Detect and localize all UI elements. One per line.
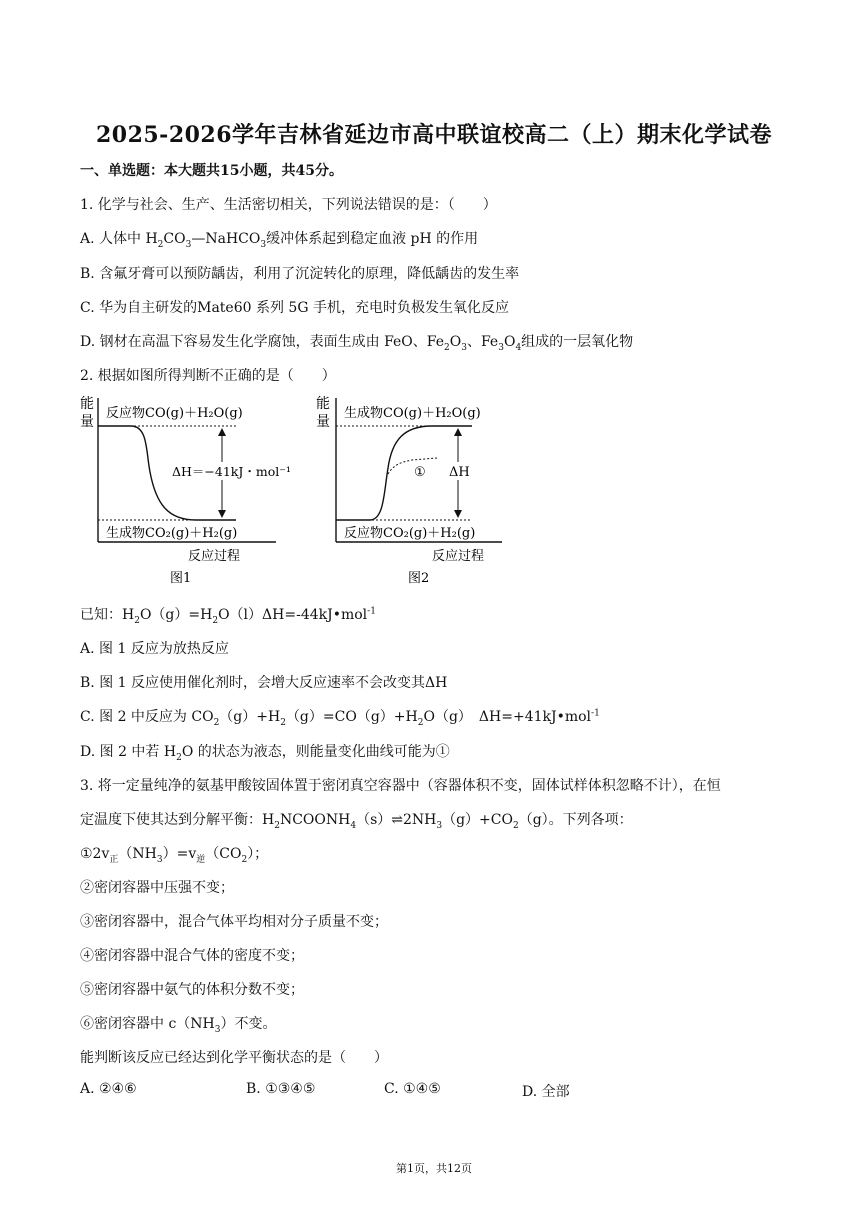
- fig2-x-label: 反应过程: [432, 549, 485, 564]
- q3-option-c[interactable]: C. ①④⑤: [384, 1081, 441, 1097]
- energy-diagram-fig2: [312, 392, 532, 592]
- fig2-bottom-label: 反应物CO₂(g)＋H₂(g): [344, 526, 476, 541]
- q2-option-d: D. 图 2 中若 $H_2O$ 的状态为液态，则能量变化曲线可能为①: [80, 744, 450, 763]
- q2-option-a: A. 图 1 反应为放热反应: [80, 641, 229, 657]
- q2-option-b: B. 图 1 反应使用催化剂时，会增大反应速率不会改变其ΔH: [80, 675, 448, 691]
- q1-option-c: C. 华为自主研发的Mate60 系列 5G 手机，充电时负极发生氧化反应: [80, 300, 509, 316]
- fig1-y-label-2: 量: [80, 414, 94, 430]
- q3-stem-line-1: 3. 将一定量纯净的氨基甲酸铵固体置于密闭真空容器中（容器体积不变，固体试样体积忽略不计），在恒: [80, 778, 721, 794]
- energy-diagram-fig1: [76, 392, 316, 592]
- q2-stem: 2. 根据如图所得判断不正确的是（ ）: [80, 368, 336, 384]
- section-heading: 一、单选题：本大题共15小题，共45分。: [80, 163, 343, 179]
- fig1-top-label: 反应物CO(g)＋H₂O(g): [106, 406, 243, 421]
- fig2-y-label-2: 量: [316, 414, 330, 430]
- fig1-bottom-label: 生成物CO₂(g)＋H₂(g): [106, 526, 238, 541]
- q1-option-d: D. 钢材在高温下容易发生化学腐蚀，表面生成由 FeO、$Fe_2O_3$、$Fe_3O_4$组成的一层氧化物: [80, 334, 634, 353]
- fig2-y-label-1: 能: [316, 396, 330, 412]
- q3-option-a[interactable]: A. ②④⑥: [80, 1081, 137, 1097]
- fig1-x-label: 反应过程: [188, 549, 241, 564]
- fig2-top-label: 生成物CO(g)＋H₂O(g): [344, 406, 481, 421]
- q3-item-5: ⑤密闭容器中氨气的体积分数不变；: [80, 982, 304, 998]
- fig2-curve-1: [388, 458, 437, 474]
- fig1-dh-arrowhead-up: [218, 428, 226, 436]
- q3-item-2: ②密闭容器中压强不变；: [80, 880, 234, 896]
- q1-stem: 1. 化学与社会、生产、生活密切相关，下列说法错误的是：（ ）: [80, 197, 497, 213]
- q3-item-4: ④密闭容器中混合气体的密度不变；: [80, 948, 304, 964]
- q3-item-6: ⑥密闭容器中 $c(NH_3)$不变。: [80, 1016, 277, 1035]
- q1-option-b: B. 含氟牙膏可以预防龋齿，利用了沉淀转化的原理，降低龋齿的发生率: [80, 266, 520, 282]
- fig2-dh-arrowhead-up: [454, 428, 462, 436]
- fig1-dh-arrowhead-down: [218, 510, 226, 518]
- fig1-caption: 图1: [170, 571, 192, 586]
- q1-option-a: A. 人体中 $H_2CO_3—NaHCO_3$缓冲体系起到稳定血液 pH 的作用: [80, 231, 479, 250]
- page-title: 2025-2026学年吉林省延边市高中联谊校高二（上）期末化学试卷: [95, 122, 773, 148]
- q3-ask: 能判断该反应已经达到化学平衡状态的是（ ）: [80, 1050, 388, 1066]
- fig2-dh-label: ΔH: [449, 465, 470, 480]
- fig2-dh-arrowhead-down: [454, 510, 462, 518]
- q2-known: 已知：$H_2O(g)=H_2O(l)\Delta H=-44kJ•mol^{-1}$: [80, 606, 376, 626]
- q3-item-1: $①2v_正(NH_3)=v_逆(CO_2)$；: [80, 846, 269, 865]
- fig1-y-label-1: 能: [80, 396, 94, 412]
- fig2-caption: 图2: [408, 571, 430, 586]
- q3-stem-line-2: 定温度下使其达到分解平衡：$H_2NCOONH_4(s)\rightleftharpoons 2NH_3(g)+CO_2(g)$。下列各项：: [80, 812, 633, 831]
- fig2-curve-mark: ①: [414, 465, 426, 480]
- q3-option-b[interactable]: B. ①③④⑤: [246, 1081, 316, 1097]
- q3-item-3: ③密闭容器中，混合气体平均相对分子质量不变；: [80, 914, 388, 930]
- page-footer: 第1页，共12页: [396, 1162, 472, 1175]
- q2-option-c: C. 图 2 中反应为 $CO_2(g)+H_2(g)=CO(g)+H_2O(g)$ ΔH=+41kJ•mol$^{-1}$: [80, 708, 600, 728]
- fig1-dh-label: ΔH＝−41kJ・mol⁻¹: [172, 464, 291, 479]
- q3-option-d[interactable]: D. 全部: [522, 1084, 570, 1100]
